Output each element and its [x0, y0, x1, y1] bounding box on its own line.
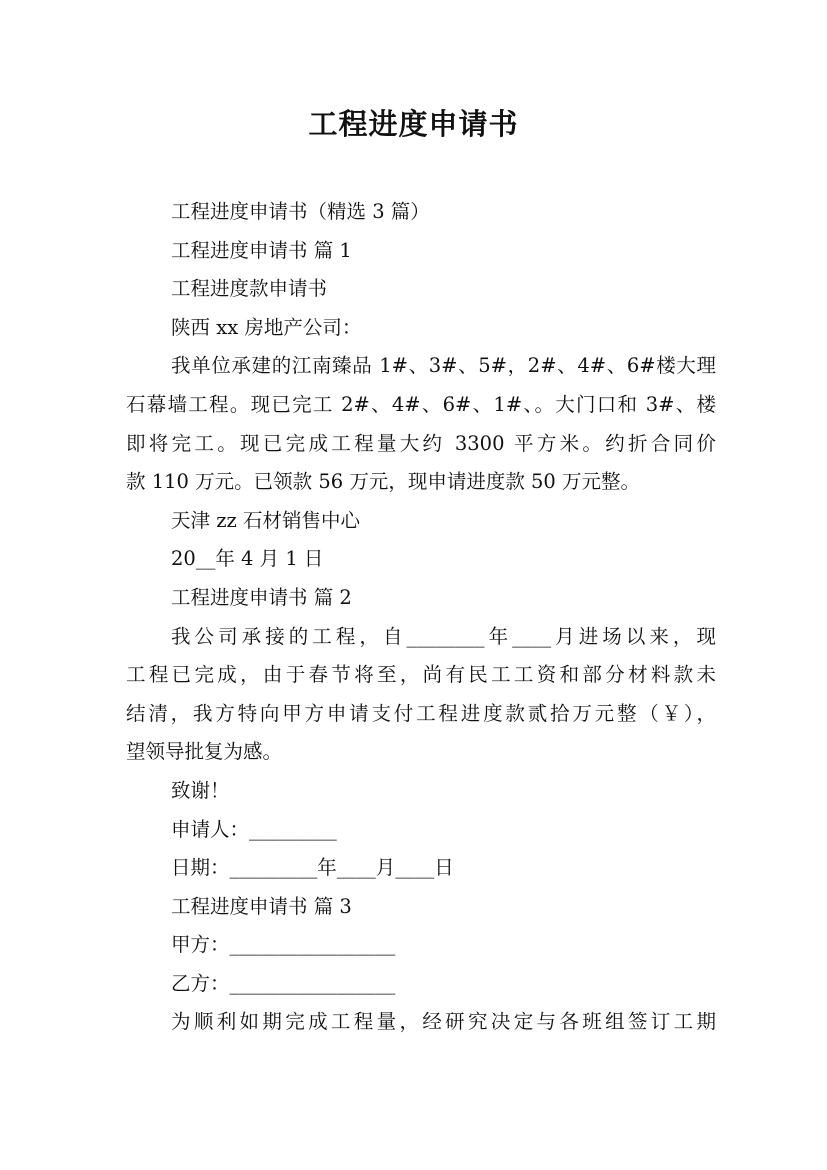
paragraph-line: 我单位承建的江南臻品 1#、3#、5#，2#、4#、6#楼大理	[171, 354, 716, 378]
paragraph-line: 结清，我方特向甲方申请支付工程进度款贰拾万元整（￥），	[126, 701, 716, 725]
paragraph-line: 日期：_________年____月____日	[171, 856, 454, 880]
paragraph-line: 石幕墙工程。现已完工 2#、4#、6#、1#、。大门口和 3#、楼	[126, 392, 716, 416]
paragraph-line: 20__年 4 月 1 日	[171, 547, 324, 571]
paragraph-line: 望领导批复为感。	[126, 740, 283, 764]
paragraph-line: 工程进度申请书 篇 3	[171, 894, 352, 918]
paragraph-line: 天津 zz 石材销售中心	[171, 508, 360, 532]
document-body	[126, 193, 716, 1042]
paragraph-line: 款 110 万元。已领款 56 万元，现申请进度款 50 万元整。	[126, 470, 641, 494]
paragraph-line: 乙方：_________________	[171, 971, 396, 995]
paragraph-line: 为顺利如期完成工程量，经研究决定与各班组签订工期	[171, 1010, 716, 1034]
paragraph-line: 甲方：_________________	[171, 933, 396, 957]
paragraph-line: 工程进度申请书 篇 2	[171, 585, 352, 609]
paragraph-line: 工程进度申请书（精选 3 篇）	[171, 200, 430, 223]
paragraph-line: 致谢！	[171, 778, 230, 802]
paragraph-line: 申请人：_________	[171, 817, 337, 841]
paragraph-line: 陕西 xx 房地产公司：	[171, 315, 362, 339]
paragraph-line: 我公司承接的工程，自________年____月进场以来，现	[171, 624, 716, 648]
paragraph-line: 即将完工。现已完成工程量大约 3300 平方米。约折合同价	[126, 431, 716, 455]
document-title: 工程进度申请书	[308, 107, 519, 141]
paragraph-line: 工程进度申请书 篇 1	[171, 238, 352, 262]
paragraph-line: 工程进度款申请书	[171, 277, 328, 301]
paragraph-line: 工程已完成，由于春节将至，尚有民工工资和部分材料款未	[126, 663, 716, 687]
